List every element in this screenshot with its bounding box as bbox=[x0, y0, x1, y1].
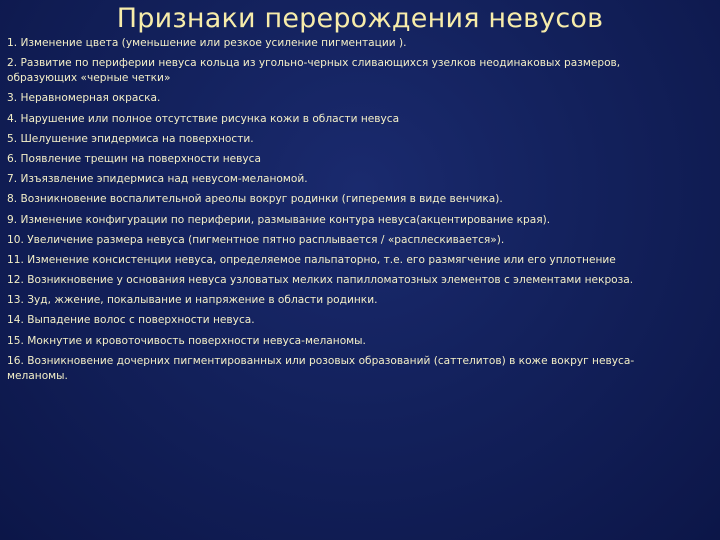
slide-title: Признаки перерождения невусов bbox=[116, 3, 604, 34]
list-item: 6. Появление трещин на поверхности невуса bbox=[7, 152, 261, 165]
list-item: 2. Развитие по периферии невуса кольца из угольно-черных сливающихся узелков неодинаковых размеров, образующих «черные четки» bbox=[7, 57, 621, 85]
list-item: 13. Зуд, жжение, покалывание и напряжение в области родинки. bbox=[7, 294, 378, 307]
list-item: 1. Изменение цвета (уменьшение или резкое усиление пигментации ). bbox=[7, 37, 407, 49]
list-item: 15. Мокнутие и кровоточивость поверхности невуса-меланомы. bbox=[7, 334, 366, 347]
list-item: 3. Неравномерная окраска. bbox=[7, 92, 161, 105]
list-item: 7. Изъязвление эпидермиса над невусом-меланомой. bbox=[7, 173, 308, 186]
list-item: 4. Нарушение или полное отсутствие рисунка кожи в области невуса bbox=[7, 112, 400, 125]
list-item: 5. Шелушение эпидермиса на поверхности. bbox=[7, 132, 254, 145]
list-item: 8. Возникновение воспалительной ареолы вокруг родинки (гиперемия в виде венчика). bbox=[7, 193, 503, 206]
list-item: 14. Выпадение волос с поверхности невуса. bbox=[7, 314, 255, 327]
list-item: 10. Увеличение размера невуса (пигментное пятно расплывается / «расплескивается»). bbox=[7, 233, 505, 246]
list-item: 11. Изменение консистенции невуса, определяемое пальпаторно, т.е. его размягчение или его уплотнение bbox=[7, 253, 616, 266]
list-item: 12. Возникновение у основания невуса узловатых мелких папилломатозных элементов с элементами некроза. bbox=[7, 274, 634, 287]
signs-list bbox=[7, 36, 687, 389]
list-item: 16. Возникновение дочерних пигментированных или розовых образований (саттелитов) в коже вокруг невуса-меланомы. bbox=[7, 354, 635, 382]
list-item: 9. Изменение конфигурации по периферии, размывание контура невуса(акцентирование края). bbox=[7, 213, 551, 226]
